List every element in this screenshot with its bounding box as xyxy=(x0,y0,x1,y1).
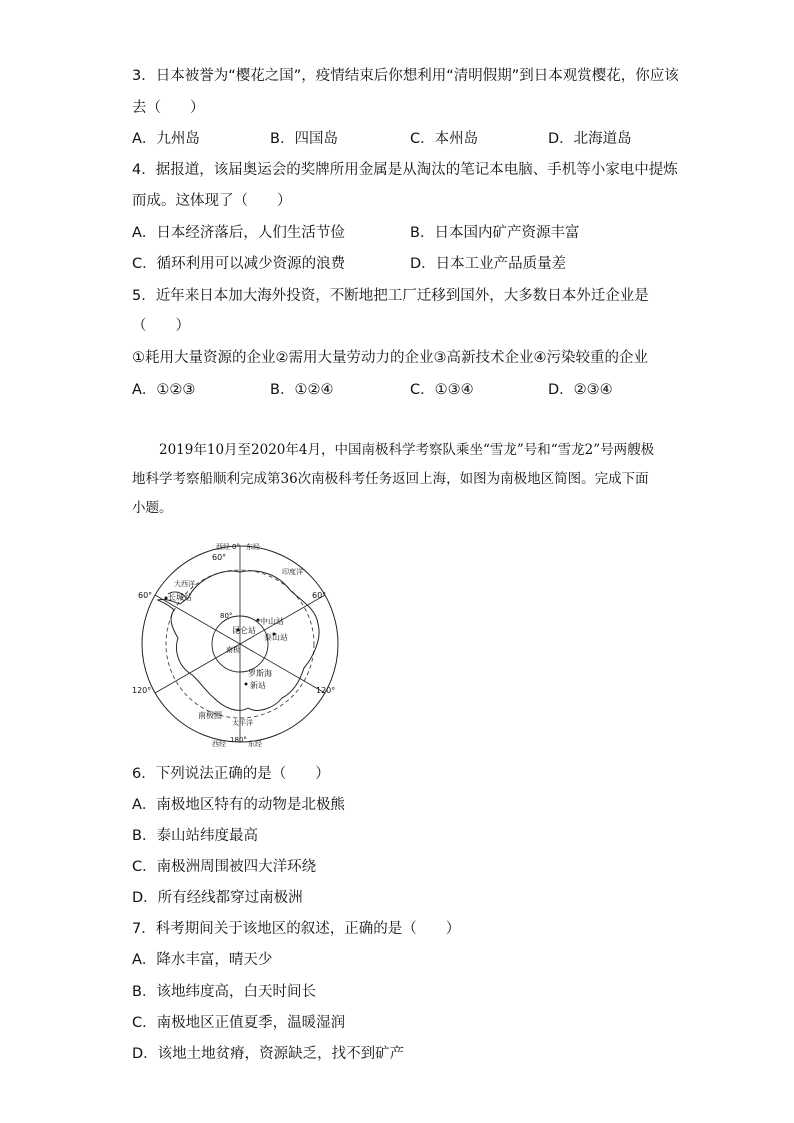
q4-stem-line1: 4．据报道，该届奥运会的奖牌所用金属是从淘汰的笔记本电脑、手机等小家电中提炼 xyxy=(132,162,678,178)
label-top-east: 东经 xyxy=(246,543,260,551)
antarctic-map xyxy=(128,538,352,750)
q4-option-b: B．日本国内矿产资源丰富 xyxy=(410,225,580,241)
passage-text: 2019年10月至2020年4月，中国南极科学考察队乘坐“雪龙”号和“雪龙2”号两艘极地科学考察船顺利完成第36次南极科考任务返回上海，如图为南极地区简图。完成下面小题。 xyxy=(132,442,655,516)
q5-statement: ①耗用大量资源的企业②需用大量劳动力的企业③高新技术企业④污染较重的企业 xyxy=(132,350,648,366)
label-lon120-left: 120° xyxy=(132,686,152,695)
q3-option-d: D．北海道岛 xyxy=(548,131,632,147)
q6-option-b: B．泰山站纬度最高 xyxy=(132,828,258,844)
q6-stem: 6．下列说法正确的是（ ） xyxy=(132,766,330,782)
q3-option-b: B．四国岛 xyxy=(270,131,338,147)
label-bottom-180: 180° xyxy=(230,736,247,744)
label-lat80: 80° xyxy=(220,612,233,620)
label-newstation: 新站 xyxy=(250,681,266,690)
q3-option-c: C．本州岛 xyxy=(410,131,479,147)
label-taishan: 泰山站 xyxy=(264,633,288,642)
label-bottom-east: 东经 xyxy=(248,740,262,748)
q6-option-c: C．南极洲周围被四大洋环绕 xyxy=(132,859,317,875)
q3-option-a: A．九州岛 xyxy=(132,131,200,147)
label-lon120-right: 120° xyxy=(316,686,336,695)
label-zhongshan: 中山站 xyxy=(260,617,284,626)
label-pacific: 太平洋 xyxy=(232,719,253,727)
q7-option-b: B．该地纬度高，白天时间长 xyxy=(132,984,316,1000)
q3-stem-line2: 去（ ） xyxy=(132,100,205,116)
q4-option-d: D．日本工业产品质量差 xyxy=(410,256,567,272)
q3-stem-line1: 3．日本被誉为“樱花之国”，疫情结束后你想利用“清明假期”到日本观赏樱花，你应该 xyxy=(132,68,679,84)
label-pole: 南极 xyxy=(226,646,240,654)
label-lon60-top-left: 60° xyxy=(212,553,227,562)
q4-option-c: C．循环利用可以减少资源的浪费 xyxy=(132,256,346,272)
label-lon60-left: 60° xyxy=(138,591,153,600)
label-indian: 印度洋 xyxy=(282,568,303,576)
label-changcheng: 长城站 xyxy=(168,593,192,602)
q6-option-d: D．所有经线都穿过南极洲 xyxy=(132,890,303,906)
q6-option-a: A．南极地区特有的动物是北极熊 xyxy=(132,797,345,813)
q7-stem: 7．科考期间关于该地区的叙述，正确的是（ ） xyxy=(132,921,461,937)
newstation-marker xyxy=(245,683,248,686)
q5-stem-line2: （ ） xyxy=(132,318,190,334)
label-atlantic: 大西洋 xyxy=(174,580,195,588)
q5-option-c: C．①③④ xyxy=(410,382,474,398)
q5-option-d: D．②③④ xyxy=(548,382,613,398)
q5-option-a: A．①②③ xyxy=(132,382,196,398)
label-lon60-right: 60° xyxy=(312,591,327,600)
q4-option-a: A．日本经济落后，人们生活节俭 xyxy=(132,225,345,241)
label-kunlun: 昆仑站 xyxy=(232,626,256,635)
q7-option-a: A．降水丰富，晴天少 xyxy=(132,952,273,968)
q5-option-b: B．①②④ xyxy=(270,382,334,398)
label-bottom-west: 西经 xyxy=(212,740,226,748)
q7-option-c: C．南极地区正值夏季，温暖湿润 xyxy=(132,1015,346,1031)
q4-stem-line2: 而成。这体现了（ ） xyxy=(132,193,292,209)
label-top-zero: 0° xyxy=(232,543,240,551)
q5-stem-line1: 5．近年来日本加大海外投资，不断地把工厂迁移到国外，大多数日本外迁企业是 xyxy=(132,288,649,304)
label-top-west: 西经 xyxy=(216,543,230,551)
passage xyxy=(132,436,662,523)
q7-option-d: D．该地土地贫瘠，资源缺乏，找不到矿产 xyxy=(132,1046,405,1062)
label-circle: 南极圈 xyxy=(198,711,222,720)
label-ross: 罗斯海 xyxy=(248,669,272,678)
